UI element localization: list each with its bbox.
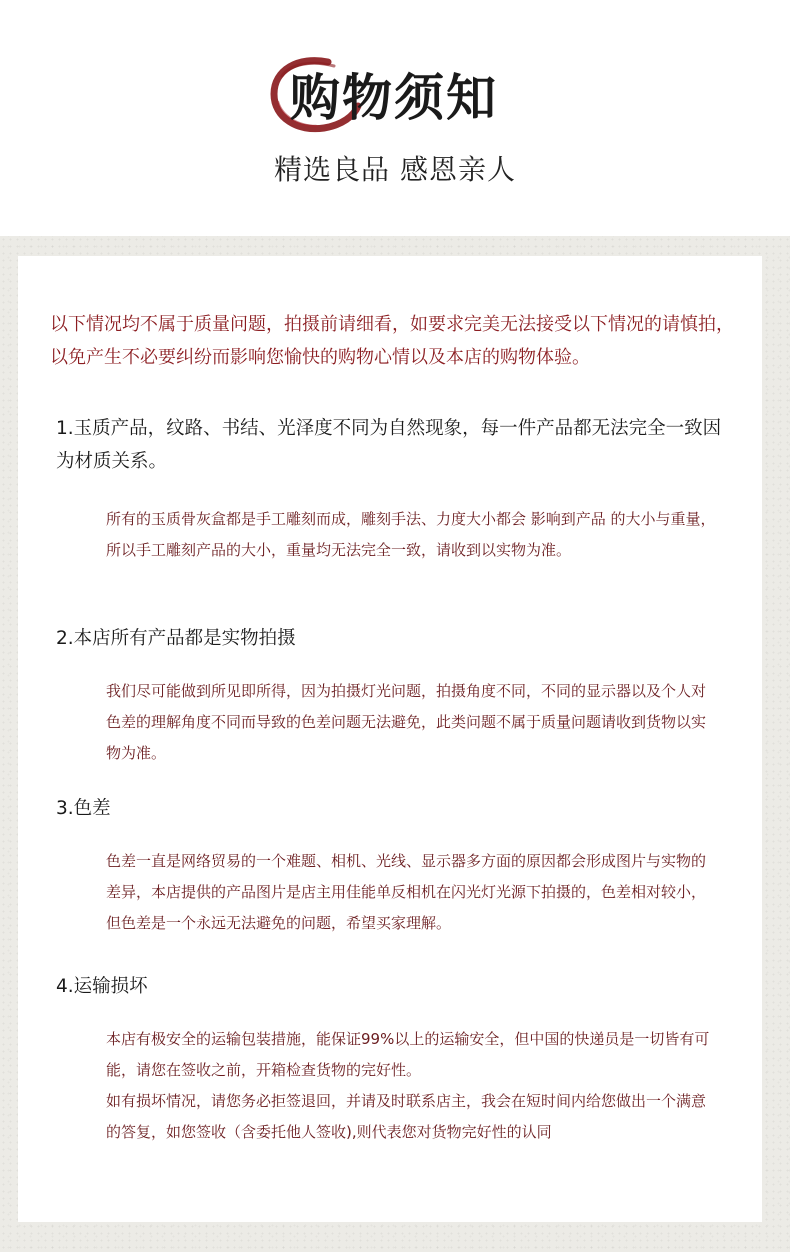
section-3-paragraph: 色差一直是网络贸易的一个难题、相机、光线、显示器多方面的原因都会形成图片与实物的差异，本店提供的产品图片是店主用佳能单反相机在闪光灯光源下拍摄的，色差相对较小，但色差是一个永远无法避免的问题，希望买家理解。 <box>106 852 707 932</box>
section-1-paragraph: 所有的玉质骨灰盒都是手工雕刻而成，雕刻手法、力度大小都会 影响到产品 的大小与重量，所以手工雕刻产品的大小，重量均无法完全一致，请收到以实物为准。 <box>106 510 716 559</box>
section-4-paragraph-1: 本店有极安全的运输包装措施，能保证99%以上的运输安全，但中国的快递员是一切皆有可能，请您在签收之前，开箱检查货物的完好性。 <box>106 1030 710 1079</box>
notice-card <box>18 256 762 1222</box>
section-2-paragraph: 我们尽可能做到所见即所得，因为拍摄灯光问题，拍摄角度不同，不同的显示器以及个人对色差的理解角度不同而导致的色差问题无法避免，此类问题不属于质量问题请收到货物以实物为准。 <box>106 682 707 762</box>
section-3-title: 3.色差 <box>56 798 111 819</box>
header <box>0 0 790 236</box>
section-4-body <box>106 1024 718 1148</box>
section-1-body <box>106 504 718 566</box>
page-subtitle: 精选良品 感恩亲人 <box>274 153 516 186</box>
section-2-body <box>106 676 718 769</box>
page-title: 购物须知 <box>290 69 498 127</box>
intro-notice: 以下情况均不属于质量问题，拍摄前请细看，如要求完美无法接受以下情况的请慎拍，以免产生不必要纠纷而影响您愉快的购物心情以及本店的购物体验。 <box>50 314 734 368</box>
title-block <box>268 52 528 142</box>
section-4-paragraph-2: 如有损坏情况，请您务必拒签退回，并请及时联系店主，我会在短时间内给您做出一个满意的答复，如您签收（含委托他人签收),则代表您对货物完好性的认同 <box>106 1092 707 1141</box>
section-1-title: 1.玉质产品，纹路、书结、光泽度不同为自然现象，每一件产品都无法完全一致因为材质关系。 <box>56 418 722 472</box>
section-4-title: 4.运输损坏 <box>56 976 148 997</box>
section-3-body <box>106 846 718 939</box>
content-frame <box>0 236 790 1252</box>
section-2-title: 2.本店所有产品都是实物拍摄 <box>56 628 296 649</box>
